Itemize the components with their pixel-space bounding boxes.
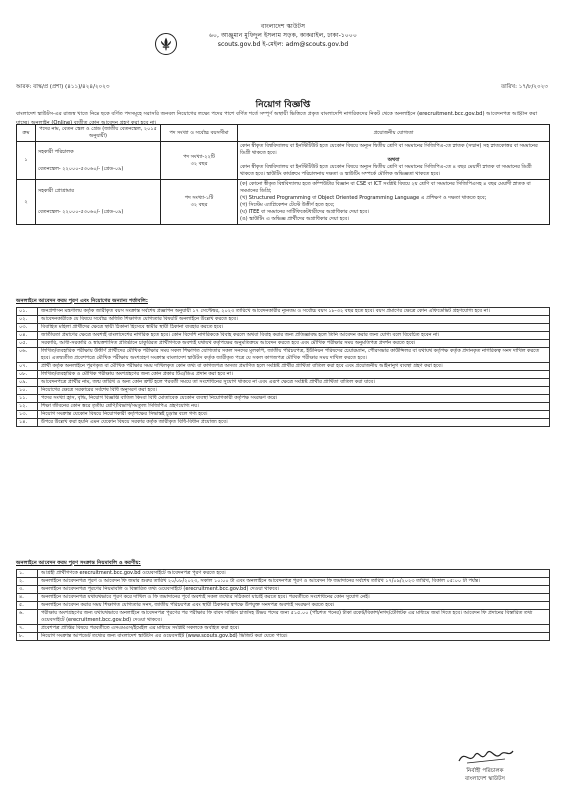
col-serial: ক্রম [17, 125, 36, 142]
list-item [16, 586, 550, 594]
item-number: ০৮. [17, 371, 38, 378]
row-count-age-cell [161, 180, 238, 225]
item-text: বিবাহিত মহিলা প্রার্থীদের ক্ষেত্রে স্থায়ী ঠিকানা হিসেবে স্বামীর স্থায়ী ঠিকানা ব্যবহার করতে হবে। [41, 324, 224, 330]
row-qualification-cell [238, 142, 550, 180]
item-number: ০৬. [17, 348, 38, 362]
qualification-line: (ক) কোনো স্বীকৃত বিশ্ববিদ্যালয় হতে কম্পিউটার বিজ্ঞান বা CSE বা ICT সংশ্লিষ্ট বিষয়ে ২য় শ্রেণি বা সমমানের সিজিপিএসহ ৪ বছর মেয়াদী স্নাতক বা সমমানের ডিগ্রি; [240, 181, 531, 194]
item-number: ১৪. [17, 419, 38, 426]
item-number: ০৪. [17, 332, 38, 339]
row-count-age-cell [161, 142, 238, 180]
terms-heading: অনলাইনে আবেদন ফরম পূরণ এবং নিয়োগের অন্যান্য শর্তাবলি: [16, 298, 148, 304]
notice-date: তারিখ: ১৭/৮/২০২৩ [500, 84, 548, 90]
col-count-age: পদ সংখ্যা ও সর্বোচ্চ বয়সসীমা [161, 125, 238, 142]
signature-image [455, 745, 515, 767]
list-item [16, 602, 550, 610]
table-row [17, 142, 550, 180]
item-text: অনলাইনে আবেদনপত্র যথাযথভাবে পূরণ করে দাখিল ও ফি জমাদানের পূর্বে অবশ্যই সকল তথ্যের সঠিকতা যাচাই করতে হবে। পরবর্তীতে সংশোধনের কোন সুযোগ নেই। [41, 594, 370, 600]
table-header-row [17, 125, 550, 142]
org-web-email: scouts.gov.bd ই-মেইল: adm@scouts.gov.bd [217, 41, 349, 48]
item-text: সরকারি, আধা-সরকারি ও স্বায়ত্তশাসিত প্রতিষ্ঠানে চাকুরিরত প্রার্থীগণকে অবশ্যই যথাযথ কর্তৃপক্ষের অনুমতিক্রমে আবেদন করতে হবে এবং মৌখিক পরীক্ষার সময় অনুমতিপত্র প্রদর্শন করতে হবে। [41, 340, 416, 346]
item-text: প্রবেশপত্র প্রাপ্তির বিষয়ে পরবর্তীতে এসএমএস/ইমেইল এর মাধ্যমে সংশ্লিষ্ট সকলকে অবহিত করা হবে। [41, 625, 240, 631]
item-number: ২. [17, 578, 38, 585]
list-item [16, 610, 550, 625]
posts-table [16, 124, 550, 225]
signatory-role: নির্বাহী পরিচালক [466, 768, 504, 774]
item-text: আবেদনপত্রে প্রার্থীর নাম, জন্ম তারিখ ও অন্য কোন ত্রুটি হলে পরবর্তী সময়ে তা সংশোধনের সুযোগ থাকবে না এবং এরূপ ক্ষেত্রে সংশ্লিষ্ট প্রার্থীর প্রার্থিতা বাতিল করা যাবে। [41, 379, 375, 385]
item-number: ১৩. [17, 411, 38, 418]
col-qualification: প্রয়োজনীয় যোগ্যতা [238, 125, 550, 142]
list-item [16, 411, 550, 419]
item-text: নিয়োগের ক্ষেত্রে সরকারের সর্বশেষ বিধি অনুসরণ করা হবে। [41, 387, 157, 393]
item-text: নিয়োগ সংক্রান্ত যেকোন বিষয়ে নিয়োগকারী কর্তৃপক্ষের সিদ্ধান্তই চূড়ান্ত বলে গণ্য হবে। [41, 411, 208, 417]
pay-scale: বেতনস্কেল- ২২০০০-৫৩০৬০/- (গ্রেড-০৯) [38, 209, 124, 215]
list-item [16, 307, 550, 316]
list-item [16, 569, 550, 578]
item-number: ০৭. [17, 363, 38, 370]
qualification-line: অথবা [387, 157, 400, 163]
list-item [16, 403, 550, 411]
qualification-line: কোন স্বীকৃত বিশ্ববিদ্যালয় বা ইনস্টিটিউট হতে যেকোন বিষয়ে অন্যূন দ্বিতীয় শ্রেণি বা সমমানের সিজিপিএ-তে ৪ বছর মেয়াদী স্নাতক বা সমমানের ডিগ্রী থাকতে হবে। স্কাউটিং কার্যক্রমে পরিচালনায় দক্ষতা ও স্কাউটিং সম্পর্কে মৌলিক অভিজ্ঞতা থাকতে হবে। [240, 164, 532, 177]
item-number: ১১. [17, 395, 38, 402]
item-number: ১০. [17, 387, 38, 394]
org-name: বাংলাদেশ স্কাউটস [260, 23, 306, 30]
item-text: শিক্ষা জীবনের কোন স্তরে তৃতীয় শ্রেণি/বিভাগ/সমতুল্য সিজিপিএ গ্রহণযোগ্য নয়। [41, 403, 199, 409]
row-post-cell [36, 142, 161, 180]
item-text: অনলাইনে আবেদন করার সময় শিক্ষাগত যোগ্যতার সনদ, জাতীয় পরিচয়পত্র এবং স্থায়ী ঠিকানার স্বপক্ষে উপযুক্ত সনদপত্র অবশ্যই সংরক্ষণ করতে হবে। [41, 602, 335, 608]
item-number: ০৩. [17, 324, 38, 331]
post-name: সহকারী প্রোগ্রামার [38, 188, 75, 194]
row-post-cell [36, 180, 161, 225]
row-serial: ২ [17, 180, 36, 225]
item-number: ৭. [17, 625, 38, 632]
item-text: আগ্রহী প্রার্থীগণকে erecruitment.bcc.gov.bd ওয়েবসাইটে আবেদনপত্র পূরণ করতে হবে। [41, 570, 226, 576]
qualification-line: (গ) সিস্টেম এ্যাপ্লিকেশন টেস্টে উত্তীর্ণ হতে হবে; [240, 202, 335, 208]
procedure-list [16, 569, 550, 641]
post-count: পদ সংখ্যা-২২টি [183, 153, 215, 160]
item-number: ১২. [17, 403, 38, 410]
qualification-line: (ঙ) স্কাউটিং এ অভিজ্ঞ প্রার্থীদের অগ্রাধিকার দেয়া হবে। [240, 216, 349, 222]
item-number: ৫. [17, 602, 38, 609]
item-number: ৪. [17, 594, 38, 601]
max-age: ৩২ বছর [190, 160, 208, 167]
post-count: পদ সংখ্যা-১টি [184, 195, 214, 201]
notice-intro: বাংলাদেশ স্কাউটস-এর রাজস্ব খাতে নিম্নে ছকে বর্ণিত পদসমূহে সরাসরি জনবল নিয়োগের লক্ষ্যে পদের পাশে বর্ণিত শর্তে সম্পূর্ণ অস্থায়ী ভিত্তিতে প্রকৃত বাংলাদেশি নাগরিকদের নিকট থেকে অনলাইনে (erecruitment.bcc.gov.bd) আবেদনপত্র আহ্বান করা যাচ্ছে। অনলাইন (Online) ব্যতীত কোন আবেদন গ্রহণ করা হবে না। [16, 111, 538, 126]
list-item [16, 419, 550, 427]
list-item [16, 316, 550, 324]
item-number: ০৫. [17, 340, 38, 347]
item-text: প্রার্থী কর্তৃক অনলাইনে পূরণকৃত বা মৌখিক পরীক্ষার সময় দাখিলকৃত কোন তথ্য বা কাগজপত্র অসত্য প্রমাণিত হলে সংশ্লিষ্ট প্রার্থীর প্রার্থিতা বাতিল করা হবে এবং প্রয়োজনীয় আইনানুগ ব্যবস্থা গ্রহণ করা হবে। [41, 363, 443, 369]
list-item [16, 340, 550, 348]
list-item [16, 371, 550, 379]
col-post: পদের নাম, বেতন স্কেল ও গ্রেড (জাতীয় বেতনস্কেল, ২০১৫ অনুযায়ী) [36, 125, 161, 142]
list-item [16, 578, 550, 586]
item-number: ১. [17, 570, 38, 577]
terms-list [16, 307, 550, 427]
post-name: সহকারী পরিচালক [38, 148, 74, 155]
list-item [16, 633, 550, 641]
qualification-line: কোন স্বীকৃত বিশ্ববিদ্যালয় বা ইনস্টিটিউট হতে যেকোন বিষয়ে অন্যূন দ্বিতীয় শ্রেণি বা সমমানের সিজিপিএ-তে স্নাতক (সম্মান) সহ স্নাতকোত্তর বা সমমানের ডিগ্রী থাকতে হবে। [240, 143, 538, 156]
signature-block [440, 745, 530, 783]
signatory-org: বাংলাদেশ স্কাউটস [465, 776, 505, 782]
item-number: ৩. [17, 586, 38, 593]
item-text: জাতীয়তা প্রমাণের ক্ষেত্রে অবশ্যই বাংলাদেশের নাগরিক হতে হবে। কোন বিদেশি নাগরিককে বিবাহ করলে অথবা বিবাহ করার জন্য প্রতিজ্ঞাবদ্ধ হলে তিনি আবেদন করার জন্য যোগ্য বলে বিবেচিত হবেন না। [41, 332, 440, 338]
list-item [16, 387, 550, 395]
item-text: অনলাইনে আবেদনপত্র পূরণ ও আবেদন ফি জমার শুরুর তারিখ ২০/০৮/২০২৩, সকাল ১০:০০ টা এবং অনলাইনে আবেদনপত্র পূরণ ও আবেদন ফি জমাদানের সর্বশেষ তারিখ ১৭/০৯/২০২৩ তারিখ, বিকাল ০৫:০০ টা পর্যন্ত। [41, 578, 481, 584]
item-text: নিয়োগ সংক্রান্ত আপডেট তথ্যের জন্য বাংলাদেশ স্কাউটস এর ওয়েবসাইট (www.scouts.gov.bd) ভিজিট করা যেতে পারে। [41, 633, 288, 639]
item-text: জনপ্রশাসন মন্ত্রণালয় কর্তৃক জারীকৃত বয়স সংক্রান্ত সর্বশেষ প্রজ্ঞাপন অনুযায়ী ১৭ সেপ্টেম্বর, ২০২৩ তারিখে আবেদনকারীর ন্যূনতম ও সর্বোচ্চ বয়স ১৮-৩২ বছর হতে হবে। বয়স প্রমাণের ক্ষেত্রে কোন এফিডেভিট গ্রহণযোগ্য হবে না। [41, 308, 490, 314]
item-number: ৬. [17, 610, 38, 624]
item-text: পদের সংখ্যা হ্রাস, বৃদ্ধি, নিয়োগ বিজ্ঞপ্তি বাতিল কিংবা বিধি মোতাবেক যেকোন ব্যবস্থা নিয়োগকারী কর্তৃপক্ষ সংরক্ষণ করে। [41, 395, 278, 401]
list-item [16, 363, 550, 371]
list-item [16, 332, 550, 340]
list-item [16, 625, 550, 633]
item-text: আবেদনকারীকে যে বিষয়ে সর্বোচ্চ অর্জিত শিক্ষাগত যোগ্যতার বিষয়টি অনলাইনে উল্লেখ করতে হবে। [41, 316, 238, 322]
item-text: উপরে উল্লেখ করা হয়নি এমন যেকোন বিষয়ে সরকার কর্তৃক জারীকৃত বিধি-বিধান প্রযোজ্য হবে। [41, 419, 228, 425]
list-item [16, 594, 550, 602]
procedure-heading: অনলাইনে আবেদন ফরম পূরণ সংক্রান্ত নিয়মাবলি ও করণীয়: [16, 560, 141, 566]
item-number: ০১. [17, 308, 38, 315]
row-serial: ১ [17, 142, 36, 180]
qualification-line: (খ) Structured Programming বা Object Oriented Programming Language এ প্রশিক্ষণ ও দক্ষতা থাকতে হবে; [240, 195, 487, 201]
list-item [16, 395, 550, 403]
pay-scale: বেতনস্কেল- ২২০০০-৫৩০৬০/- (গ্রেড-০৯) [38, 165, 124, 172]
notice-title: নিয়োগ বিজ্ঞপ্তি [255, 100, 311, 110]
list-item [16, 348, 550, 363]
item-text: অনলাইনে আবেদনপত্র পূরণের নিয়মাবলি ও বিস্তারিত তথ্য ওয়েবসাইটে (erecruitment.bcc.gov.bd) দেওয়া থাকবে। [41, 586, 280, 592]
list-item [16, 324, 550, 332]
item-number: ০২. [17, 316, 38, 323]
item-text: পরীক্ষায় অংশগ্রহণের জন্য যথাযথভাবে অনলাইনে আবেদনপত্র পূরণের পর পরীক্ষার ফি বাবদ সার্ভিস চার্জসহ উভয় পদের জন্য ৫১৫.০০ (পাঁচশত পনের) টাকা রকেট/বিকাশ/নগদ/টেলিটক এর মাধ্যমে জমা দিতে হবে। আবেদন ফি প্রদানের বিস্তারিত তথ্য ওয়েবসাইটে (erecruitment.bcc.gov.bd) দেওয়া থাকবে। [41, 610, 533, 623]
qualification-line: (ঘ) ITEE বা সমমানের সার্টিফিকেটধারীদের অগ্রাধিকার দেয়া হবে। [240, 209, 370, 215]
item-number: ০৯. [17, 379, 38, 386]
row-qualification-cell [238, 180, 550, 225]
list-item [16, 379, 550, 387]
memo-number: আরক: বাস্ক/প্র (প্রশা) (৪১১)/৪২৪/২০২৩ [16, 84, 110, 90]
table-row [17, 180, 550, 225]
max-age: ৩২ বছর [190, 202, 208, 208]
item-text: লিখিত/ব্যবহারিক ও মৌখিক পরীক্ষায় অংশগ্রহণের জন্য কোন প্রকার টিএ/ডিএ প্রদান করা হবে না। [41, 371, 233, 377]
item-text: লিখিত/ব্যবহারিক পরীক্ষায় উত্তীর্ণ প্রার্থীদের মৌখিক পরীক্ষার সময় সকল শিক্ষাগত যোগ্যতার সকল সনদের মূলকপি, জাতীয় পরিচয়পত্র, ইউনিয়ন পরিষদের চেয়ারম্যান, পৌরসভার কাউন্সিলর বা যথাযথ কর্তৃপক্ষ কর্তৃক প্রদানকৃত নাগরিকত্ব সনদ দাখিল করতে হবে। এতদ্ব্যতীত প্রবেশপত্রে মৌখিক পরীক্ষায় অংশগ্রহণ সংক্রান্ত বাংলাদেশ স্কাউটস কর্তৃক জারীকৃত পত্রে যে সকল কাগজপত্র মৌখিক পরীক্ষার সময় দাখিল করতে হবে। [41, 348, 540, 361]
item-number: ৮. [17, 633, 38, 640]
org-address: ৬০, আঞ্জুমান মুফিদুল ইসলাম সড়ক, কাকরাইল, ঢাকা-১০০০ [209, 32, 357, 39]
